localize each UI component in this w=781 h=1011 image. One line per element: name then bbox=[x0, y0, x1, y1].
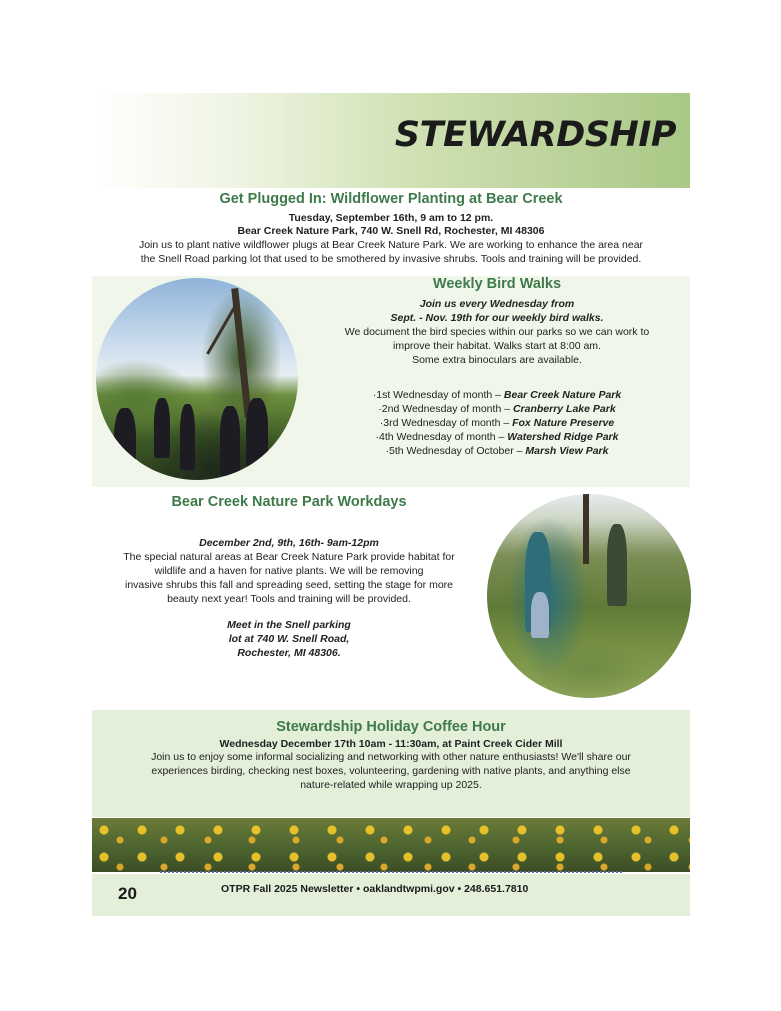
schedule-item: ·1st Wednesday of month – Bear Creek Nature Park bbox=[372, 389, 622, 401]
coffee-heading: Stewardship Holiday Coffee Hour bbox=[276, 719, 506, 735]
bird-walks-intro-1: Join us every Wednesday from bbox=[419, 298, 575, 310]
schedule-item: ·3rd Wednesday of month – Fox Nature Preserve bbox=[379, 417, 615, 429]
bird-walk-photo bbox=[96, 278, 298, 480]
coffee-body-3: nature-related while wrapping up 2025. bbox=[300, 779, 482, 791]
workdays-dates: December 2nd, 9th, 16th- 9am-12pm bbox=[199, 537, 379, 549]
wildflower-body-2: the Snell Road parking lot that used to be smothered by invasive shrubs. Tools and training will be provided. bbox=[140, 253, 642, 265]
coffee-date: Wednesday December 17th 10am - 11:30am, at Paint Creek Cider Mill bbox=[219, 738, 563, 750]
bird-walks-section bbox=[92, 276, 690, 487]
workdays-body-1: The special natural areas at Bear Creek Nature Park provide habitat for bbox=[123, 551, 455, 563]
bird-walks-schedule bbox=[308, 388, 686, 458]
workdays-section bbox=[92, 487, 690, 709]
bird-walks-body-3: Some extra binoculars are available. bbox=[412, 354, 582, 366]
page-footer bbox=[92, 874, 690, 916]
coffee-body-1: Join us to enjoy some informal socializing and networking with other nature enthusiasts! We'll share our bbox=[151, 751, 631, 763]
workdays-meet-3: Rochester, MI 48306. bbox=[237, 647, 341, 659]
bird-walks-intro-2: Sept. - Nov. 19th for our weekly bird walks. bbox=[390, 312, 604, 324]
wildflower-location: Bear Creek Nature Park, 740 W. Snell Rd, Rochester, MI 48306 bbox=[237, 225, 545, 237]
wildflower-section bbox=[92, 189, 690, 275]
schedule-item: ·4th Wednesday of month – Watershed Ridge Park bbox=[375, 431, 619, 443]
wildflower-strip-image bbox=[92, 818, 690, 872]
section-banner bbox=[92, 93, 690, 188]
divider bbox=[160, 871, 622, 873]
workdays-body-4: beauty next year! Tools and training will be provided. bbox=[167, 593, 411, 605]
wildflower-date: Tuesday, September 16th, 9 am to 12 pm. bbox=[288, 212, 494, 224]
workday-photo bbox=[487, 494, 691, 698]
workdays-heading: Bear Creek Nature Park Workdays bbox=[171, 494, 407, 510]
page-title: STEWARDSHIP bbox=[394, 115, 676, 155]
wildflower-heading: Get Plugged In: Wildflower Planting at Bear Creek bbox=[219, 191, 563, 207]
workdays-body-3: invasive shrubs this fall and spreading seed, setting the stage for more bbox=[124, 579, 454, 591]
bird-walks-body-2: improve their habitat. Walks start at 8:00 am. bbox=[393, 340, 601, 352]
schedule-item: ·2nd Wednesday of month – Cranberry Lake Park bbox=[378, 403, 616, 415]
footer-text: OTPR Fall 2025 Newsletter • oaklandtwpmi.gov • 248.651.7810 bbox=[221, 883, 529, 895]
wildflower-body-1: Join us to plant native wildflower plugs at Bear Creek Nature Park. We are working to enhance the area near bbox=[138, 239, 644, 251]
workdays-body-2: wildlife and a haven for native plants. We will be removing bbox=[154, 565, 424, 577]
workdays-meet-2: lot at 740 W. Snell Road, bbox=[228, 633, 350, 645]
coffee-hour-section bbox=[92, 710, 690, 817]
coffee-body-2: experiences birding, checking nest boxes, volunteering, gardening with native plants, and anything else bbox=[151, 765, 631, 777]
bird-walks-heading: Weekly Bird Walks bbox=[432, 276, 562, 292]
schedule-item: ·5th Wednesday of October – Marsh View Park bbox=[385, 445, 609, 457]
bird-walks-body-1: We document the bird species within our parks so we can work to bbox=[344, 326, 650, 338]
workdays-meet-1: Meet in the Snell parking bbox=[227, 619, 351, 631]
page-number: 20 bbox=[118, 884, 137, 903]
